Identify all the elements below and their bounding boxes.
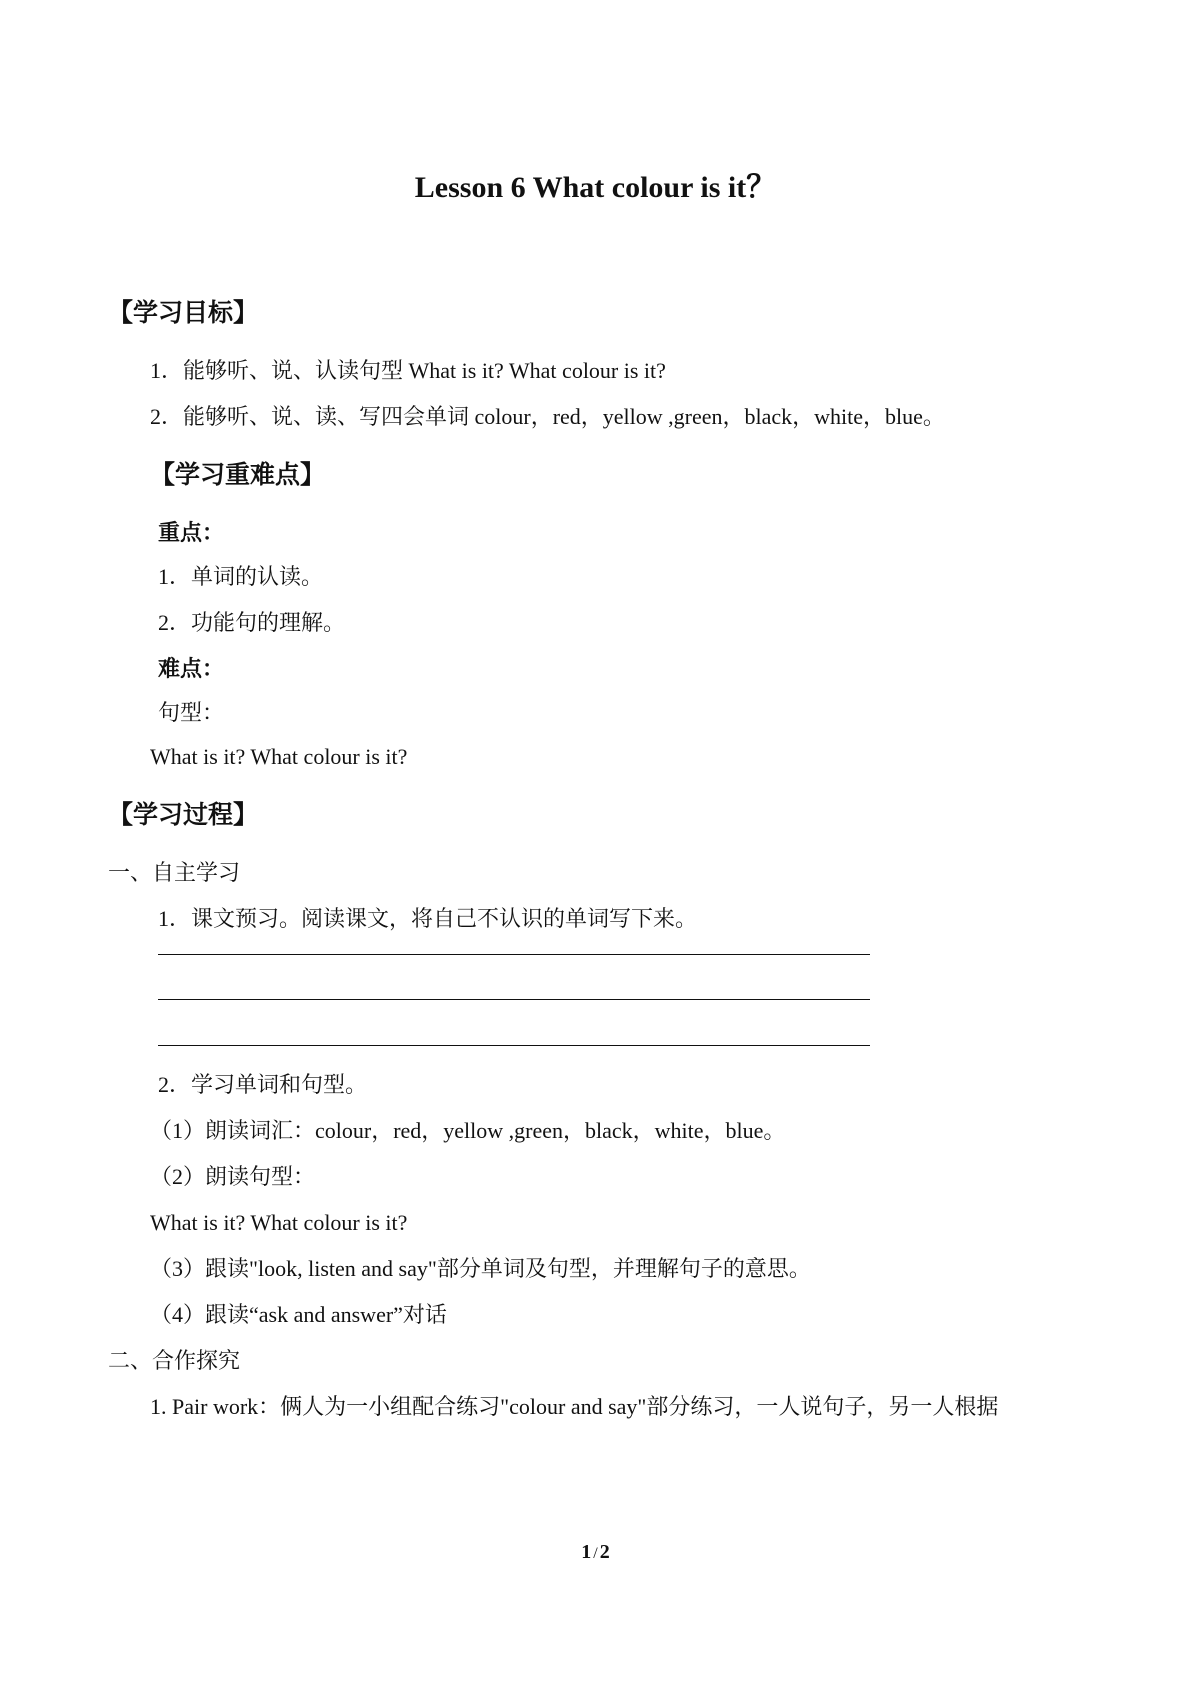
page-separator: /: [593, 1545, 598, 1562]
part1-sub2-sentence: What is it? What colour is it?: [150, 1210, 408, 1235]
answer-line-2[interactable]: [158, 999, 870, 1000]
part1-sub3: （3）跟读"look, listen and say"部分单词及句型，并理解句子的意思。: [150, 1256, 811, 1281]
current-page: 1: [581, 1541, 592, 1563]
process-heading: 【学习过程】: [108, 802, 259, 829]
objective-item-2: 2．能够听、说、读、写四会单词 colour，red，yellow ,green，black，white，blue。: [150, 404, 945, 429]
key-item-2: 2．功能句的理解。: [158, 610, 346, 635]
part1-title: 一、自主学习: [108, 860, 241, 885]
part1-step1: 1．课文预习。阅读课文，将自己不认识的单词写下来。: [158, 906, 698, 931]
key-points-heading: 【学习重难点】: [150, 462, 326, 489]
part1-step2: 2．学习单词和句型。: [158, 1072, 368, 1097]
key-item-1: 1．单词的认读。: [158, 564, 324, 589]
part1-sub1: （1）朗读词汇：colour，red，yellow ,green，black，white，blue。: [150, 1118, 786, 1143]
difficult-label: 难点：: [158, 656, 225, 681]
pattern-label: 句型：: [158, 700, 225, 725]
part2-step1: 1. Pair work：俩人为一小组配合练习"colour and say"部分练习，一人说句子，另一人根据: [150, 1394, 999, 1419]
total-pages: 2: [599, 1541, 610, 1563]
part1-sub4: （4）跟读“ask and answer”对话: [150, 1302, 447, 1327]
part2-title: 二、合作探究: [108, 1348, 241, 1373]
key-label: 重点：: [158, 520, 225, 545]
part1-sub2: （2）朗读句型：: [150, 1164, 316, 1189]
page-title: Lesson 6 What colour is it？: [414, 171, 777, 204]
answer-line-1[interactable]: [158, 954, 870, 955]
objectives-heading: 【学习目标】: [108, 300, 259, 327]
pattern-sentence: What is it? What colour is it?: [150, 744, 408, 769]
objective-item-1: 1．能够听、说、认读句型 What is it? What colour is it?: [150, 358, 666, 383]
page-number: [0, 1538, 1191, 1568]
answer-line-3[interactable]: [158, 1045, 870, 1046]
